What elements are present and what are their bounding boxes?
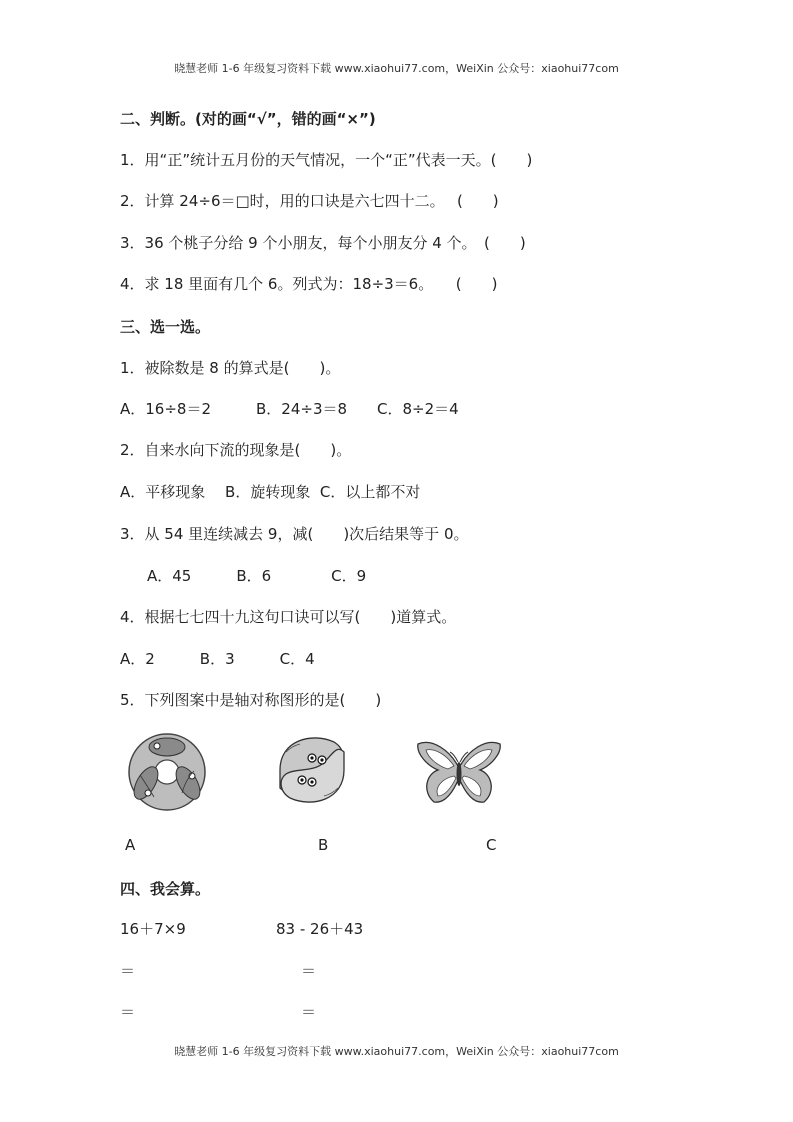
choice-q2-options: A．平移现象 B．旋转现象 C．以上都不对 xyxy=(120,483,421,501)
figure-label-b: B xyxy=(318,836,329,854)
calc-equals-4: ＝ xyxy=(301,1003,317,1021)
choice-q1-options: A．16÷8＝2 B．24÷3＝8 C．8÷2＝4 xyxy=(120,400,459,418)
figure-label-a: A xyxy=(125,836,136,854)
choice-q5: 5．下列图案中是轴对称图形的是( ) xyxy=(120,691,382,709)
butterfly-image xyxy=(414,738,504,808)
calc-expression-1: 16＋7×9 xyxy=(120,920,186,938)
page-footer: 晓慧老师 1-6 年级复习资料下载 www.xiaohui77.com，WeiXin 公众号：xiaohui77com xyxy=(174,1045,619,1058)
two-fish-image xyxy=(272,730,352,810)
choice-q4-options: A．2 B．3 C．4 xyxy=(120,650,315,668)
calc-expression-2: 83 - 26＋43 xyxy=(276,920,364,938)
choice-q2: 2．自来水向下流的现象是( )。 xyxy=(120,441,352,459)
page-header: 晓慧老师 1-6 年级复习资料下载 www.xiaohui77.com，WeiXin 公众号：xiaohui77com xyxy=(174,62,619,75)
choice-q1: 1．被除数是 8 的算式是( )。 xyxy=(120,359,341,377)
figure-label-c: C xyxy=(486,836,497,854)
section-2-title: 二、判断。(对的画“√”，错的画“×”) xyxy=(120,110,376,128)
judge-q3: 3．36 个桃子分给 9 个小朋友，每个小朋友分 4 个。 ( ) xyxy=(120,234,526,252)
judge-q2: 2．计算 24÷6＝□时，用的口诀是六七四十二。 ( ) xyxy=(120,192,499,210)
fish-circle-image xyxy=(124,731,210,813)
calc-equals-3: ＝ xyxy=(120,1003,136,1021)
section-3-title: 三、选一选。 xyxy=(120,318,211,336)
judge-q1: 1．用“正”统计五月份的天气情况，一个“正”代表一天。( ) xyxy=(120,151,533,169)
judge-q4: 4．求 18 里面有几个 6。列式为：18÷3＝6。 ( ) xyxy=(120,275,498,293)
choice-q4: 4．根据七七四十九这句口诀可以写( )道算式。 xyxy=(120,608,457,626)
calc-equals-2: ＝ xyxy=(301,962,317,980)
section-4-title: 四、我会算。 xyxy=(120,880,211,898)
choice-q3: 3．从 54 里连续减去 9，减( )次后结果等于 0。 xyxy=(120,525,469,543)
choice-q3-options: A．45 B．6 C．9 xyxy=(147,567,367,585)
calc-equals-1: ＝ xyxy=(120,962,136,980)
